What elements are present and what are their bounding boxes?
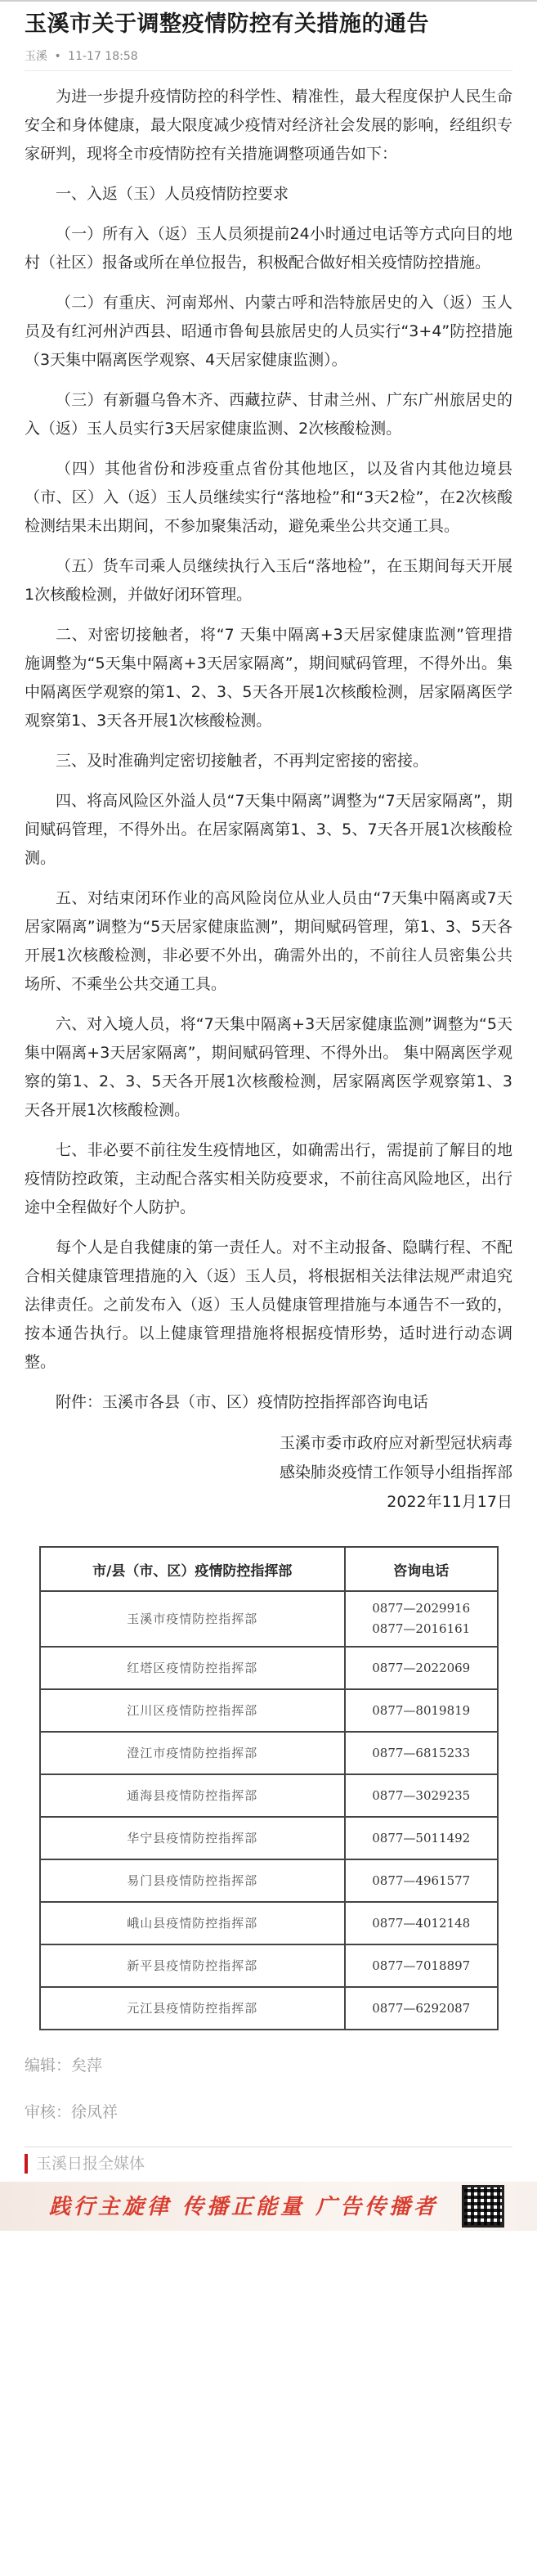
table-cell-org: 红塔区疫情防控指挥部 xyxy=(40,1647,345,1689)
contact-table xyxy=(39,1546,499,2030)
table-cell-org: 江川区疫情防控指挥部 xyxy=(40,1689,345,1732)
meta-separator: • xyxy=(54,50,61,63)
table-cell-org: 玉溪市疫情防控指挥部 xyxy=(40,1591,345,1647)
table-header-row xyxy=(40,1547,498,1591)
article-header xyxy=(0,2,537,71)
meta-divider xyxy=(25,70,512,71)
signature-org-line2: 感染肺炎疫情工作领导小组指挥部 xyxy=(279,1463,512,1481)
table-row xyxy=(40,1817,498,1859)
table-row xyxy=(40,1591,498,1647)
table-row xyxy=(40,1859,498,1902)
table-row xyxy=(40,1647,498,1689)
phone-number[interactable]: 0877—2029916 xyxy=(372,1601,471,1616)
phone-number[interactable]: 0877—2022069 xyxy=(345,1647,498,1689)
phone-number[interactable]: 0877—8019819 xyxy=(345,1689,498,1732)
paragraph-1-3: （三）有新疆乌鲁木齐、西藏拉萨、甘肃兰州、广东广州旅居史的入（返）玉人员实行3天居家健康监测、2次核酸检测。 xyxy=(25,391,512,438)
article-datetime: 11-17 18:58 xyxy=(68,50,138,63)
table-cell-org: 澄江市疫情防控指挥部 xyxy=(40,1732,345,1774)
table-row xyxy=(40,1987,498,2030)
paragraph-responsibility: 每个人是自我健康的第一责任人。对不主动报备、隐瞒行程、不配合相关健康管理措施的入（返）玉人员，将根据相关法律法规严肃追究法律责任。之前发布入（返）玉人员健康管理措施与本通告不一致的，按本通告执行。以上健康管理措施将根据疫情形势，适时进行动态调整。 xyxy=(25,1239,512,1371)
phone-number[interactable]: 0877—3029235 xyxy=(345,1774,498,1817)
phone-number[interactable]: 0877—6815233 xyxy=(345,1732,498,1774)
article-body xyxy=(0,83,537,2030)
source-label[interactable]: 玉溪日报全媒体 xyxy=(25,2154,512,2174)
article-source[interactable]: 玉溪 xyxy=(25,50,47,63)
paragraph-section-4: 四、将高风险区外溢人员“7天集中隔离”调整为“7天居家隔离”，期间赋码管理，不得外出。在居家隔离第1、3、5、7天各开展1次核酸检测。 xyxy=(25,792,512,867)
section-heading-1: 一、入返（玉）人员疫情防控要求 xyxy=(56,185,289,203)
phone-number[interactable]: 0877—4012148 xyxy=(345,1902,498,1944)
table-cell-org: 元江县疫情防控指挥部 xyxy=(40,1987,345,2030)
phone-number[interactable]: 0877—5011492 xyxy=(345,1817,498,1859)
paragraph-section-2: 二、对密切接触者，将“7 天集中隔离+3天居家健康监测”管理措施调整为“5天集中隔离+3天居家隔离”，期间赋码管理，不得外出。集中隔离医学观察的第1、2、3、5天各开展1次核酸检测，居家隔离医学观察第1、3天各开展1次核酸检测。 xyxy=(25,626,512,730)
paragraph-1-2: （二）有重庆、河南郑州、内蒙古呼和浩特旅居史的入（返）玉人员及有红河州泸西县、昭通市鲁甸县旅居史的人员实行“3+4”防控措施（3天集中隔离医学观察、4天居家健康监测）。 xyxy=(25,294,512,369)
phone-number[interactable]: 0877—4961577 xyxy=(345,1859,498,1902)
signature-date: 2022年11月17日 xyxy=(387,1493,512,1511)
table-row xyxy=(40,1944,498,1987)
reviewer-credit: 审核：徐凤祥 xyxy=(25,2103,119,2121)
table-header-phone: 咨询电话 xyxy=(345,1547,498,1591)
table-header-org: 市/县（市、区）疫情防控指挥部 xyxy=(40,1547,345,1591)
paragraph-attachment: 附件：玉溪市各县（市、区）疫情防控指挥部咨询电话 xyxy=(56,1393,429,1411)
paragraph-section-5: 五、对结束闭环作业的高风险岗位从业人员由“7天集中隔离或7天居家隔离”调整为“5天居家健康监测”，期间赋码管理，第1、3、5天各开展1次核酸检测，非必要不外出，确需外出的，不前往人员密集公共场所、不乘坐公共交通工具。 xyxy=(25,889,512,993)
phone-number[interactable]: 0877—7018897 xyxy=(345,1944,498,1987)
table-cell-phone xyxy=(345,1591,498,1647)
article-title: 玉溪市关于调整疫情防控有关措施的通告 xyxy=(25,11,429,37)
table-cell-org: 华宁县疫情防控指挥部 xyxy=(40,1817,345,1859)
table-cell-org: 新平县疫情防控指挥部 xyxy=(40,1944,345,1987)
signature-org-line1: 玉溪市委市政府应对新型冠状病毒 xyxy=(279,1434,512,1452)
paragraph-section-7: 七、非必要不前往发生疫情地区，如确需出行，需提前了解目的地疫情防控政策，主动配合落实相关防疫要求，不前往高风险地区，出行途中全程做好个人防护。 xyxy=(25,1141,512,1216)
table-row xyxy=(40,1689,498,1732)
paragraph-1-5: （五）货车司乘人员继续执行入玉后“落地检”，在玉期间每天开展1次核酸检测，并做好闭环管理。 xyxy=(25,557,512,604)
table-row xyxy=(40,1902,498,1944)
promo-banner[interactable] xyxy=(0,2182,537,2231)
editor-credit: 编辑：矣萍 xyxy=(25,2057,103,2075)
table-cell-org: 易门县疫情防控指挥部 xyxy=(40,1859,345,1902)
table-row xyxy=(40,1774,498,1817)
paragraph-section-6: 六、对入境人员，将“7天集中隔离+3天居家健康监测”调整为“5天集中隔离+3天居家隔离”，期间赋码管理、不得外出。 集中隔离医学观察的第1、2、3、5天各开展1次核酸检测，居家隔离医学观察第1、3天各开展1次核酸检测。 xyxy=(25,1015,512,1119)
table-cell-org: 通海县疫情防控指挥部 xyxy=(40,1774,345,1817)
qr-code-icon xyxy=(462,2185,504,2228)
table-cell-org: 峨山县疫情防控指挥部 xyxy=(40,1902,345,1944)
paragraph-1-4: （四）其他省份和涉疫重点省份其他地区，以及省内其他边境县（市、区）入（返）玉人员继续实行“落地检”和“3天2检”，在2次核酸检测结果未出期间，不参加聚集活动，避免乘坐公共交通工具。 xyxy=(25,460,512,535)
table-row xyxy=(40,1732,498,1774)
article-meta xyxy=(25,47,512,64)
phone-number[interactable]: 0877—6292087 xyxy=(345,1987,498,2030)
article-footer xyxy=(0,2053,537,2174)
paragraph-section-3: 三、及时准确判定密切接触者，不再判定密接的密接。 xyxy=(56,752,429,770)
paragraph-intro: 为进一步提升疫情防控的科学性、精准性，最大程度保护人民生命安全和身体健康，最大限度减少疫情对经济社会发展的影响，经组织专家研判，现将全市疫情防控有关措施调整项通告如下： xyxy=(25,88,512,163)
banner-slogan: 践行主旋律 传播正能量 广告传播者 xyxy=(49,2195,439,2219)
paragraph-1-1: （一）所有入（返）玉人员须提前24小时通过电话等方式向目的地村（社区）报备或所在单位报告，积极配合做好相关疫情防控措施。 xyxy=(25,225,512,272)
phone-number[interactable]: 0877—2016161 xyxy=(372,1621,471,1636)
